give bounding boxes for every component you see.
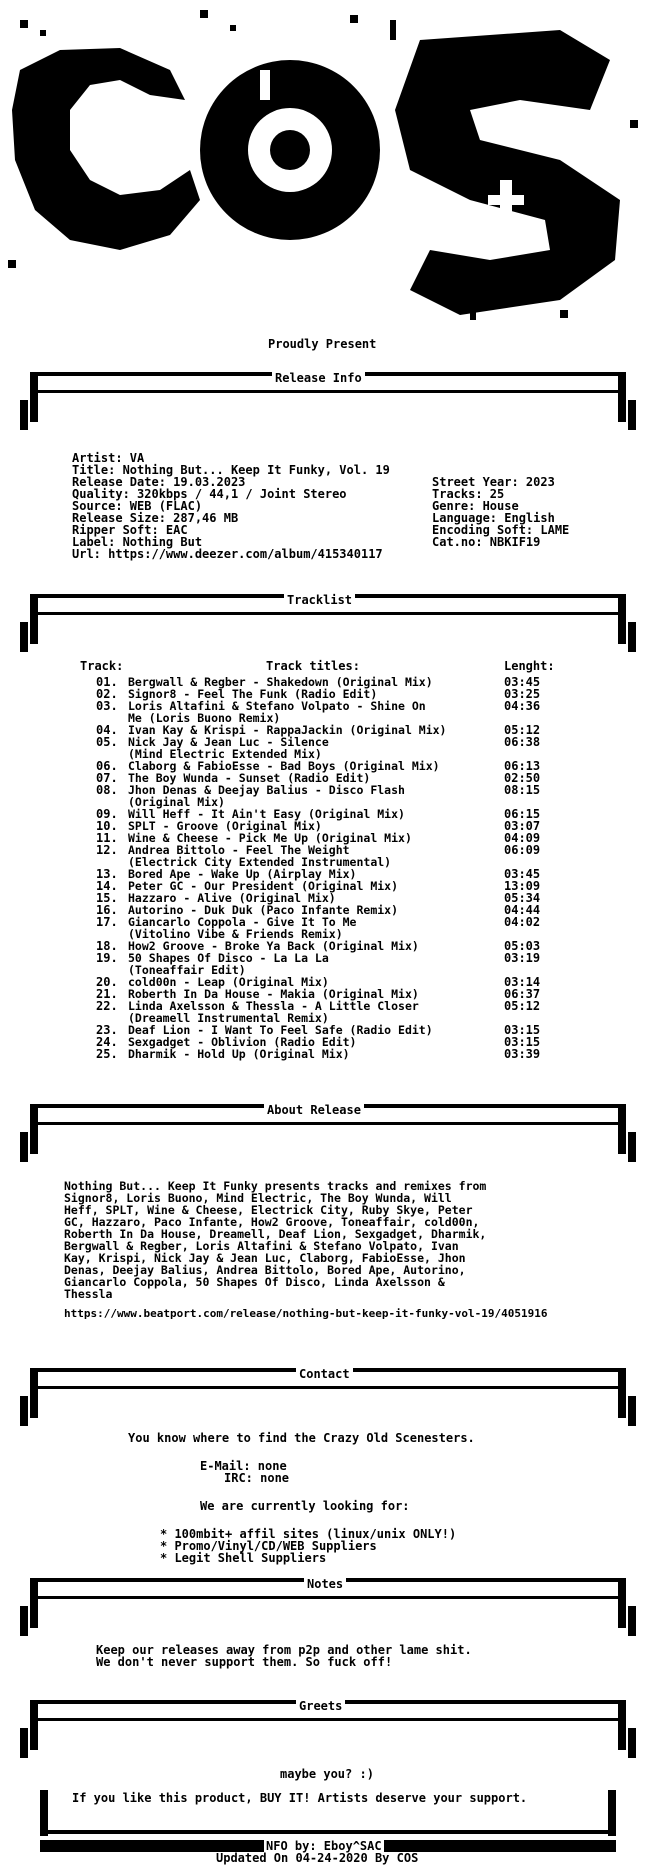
source: Source: WEB (FLAC) xyxy=(72,499,203,513)
street-year: Street Year: 2023 xyxy=(432,475,555,489)
about-line: Kay, Krispi, Nick Jay & Jean Luc, Claborg, FabioEsse, Jhon xyxy=(64,1251,466,1265)
label: Label: Nothing But xyxy=(72,535,203,549)
track-length: 06:38 xyxy=(504,735,541,749)
track-number: 05. xyxy=(96,735,118,749)
note-line: Keep our releases away from p2p and other lame shit. xyxy=(96,1643,472,1657)
track-title: Jhon Denas & Deejay Balius - Disco Flash xyxy=(128,783,405,797)
track-title: (Vitolino Vibe & Friends Remix) xyxy=(128,927,343,941)
about-line: Thessla xyxy=(64,1287,113,1301)
header-titles: Track titles: xyxy=(266,659,360,673)
track-title: Loris Altafini & Stefano Volpato - Shine On xyxy=(128,699,426,713)
track-number: 24. xyxy=(96,1035,118,1049)
track-title: (Original Mix) xyxy=(128,795,225,809)
looking-item: * Promo/Vinyl/CD/WEB Suppliers xyxy=(160,1539,377,1553)
track-title: Andrea Bittolo - Feel The Weight xyxy=(128,843,350,857)
track-title: Signor8 - Feel The Funk (Radio Edit) xyxy=(128,687,378,701)
about-line: Denas, Deejay Balius, Andrea Bittolo, Bored Ape, Autorino, xyxy=(64,1263,466,1277)
genre: Genre: House xyxy=(432,499,519,513)
track-length: 06:15 xyxy=(504,807,541,821)
track-number: 02. xyxy=(96,687,118,701)
track-title: Peter GC - Our President (Original Mix) xyxy=(128,879,399,893)
track-length: 05:34 xyxy=(504,891,541,905)
tracks-count: Tracks: 25 xyxy=(432,487,505,501)
track-number: 14. xyxy=(96,879,118,893)
track-title: (Electrick City Extended Instrumental) xyxy=(128,855,392,869)
release-size: Release Size: 287,46 MB xyxy=(72,511,239,525)
track-number: 19. xyxy=(96,951,118,965)
updated-text: Updated On 04-24-2020 By COS xyxy=(216,1851,419,1865)
track-title: (Mind Electric Extended Mix) xyxy=(128,747,322,761)
track-title: Deaf Lion - I Want To Feel Safe (Radio Edit) xyxy=(128,1023,433,1037)
intro-text: Proudly Present xyxy=(268,337,377,351)
track-title: Will Heff - It Ain't Easy (Original Mix) xyxy=(128,807,405,821)
track-title: Sexgadget - Oblivion (Radio Edit) xyxy=(128,1035,357,1049)
track-length: 03:07 xyxy=(504,819,541,833)
about-line: Heff, SPLT, Wine & Cheese, Electrick City, Ruby Skye, Peter xyxy=(64,1203,473,1217)
track-title: 50 Shapes Of Disco - La La La xyxy=(128,951,329,965)
about-line: Nothing But... Keep It Funky presents tracks and remixes from xyxy=(64,1179,487,1193)
track-title: Dharmik - Hold Up (Original Mix) xyxy=(128,1047,350,1061)
track-number: 08. xyxy=(96,783,118,797)
track-number: 13. xyxy=(96,867,118,881)
track-length: 13:09 xyxy=(504,879,541,893)
track-length: 04:02 xyxy=(504,915,541,929)
track-number: 18. xyxy=(96,939,118,953)
section-title-contact: Contact xyxy=(296,1368,353,1380)
track-length: 05:03 xyxy=(504,939,541,953)
track-length: 03:14 xyxy=(504,975,541,989)
track-number: 12. xyxy=(96,843,118,857)
track-length: 05:12 xyxy=(504,723,541,737)
track-title: Hazzaro - Alive (Original Mix) xyxy=(128,891,336,905)
track-title: Nick Jay & Jean Luc - Silence xyxy=(128,735,329,749)
track-length: 03:15 xyxy=(504,1035,541,1049)
track-length: 06:37 xyxy=(504,987,541,1001)
about-line: Roberth In Da House, Dreamell, Deaf Lion, Sexgadget, Dharmik, xyxy=(64,1227,487,1241)
about-url: https://www.beatport.com/release/nothing-but-keep-it-funky-vol-19/4051916 xyxy=(64,1307,548,1320)
track-title: cold00n - Leap (Original Mix) xyxy=(128,975,329,989)
track-number: 03. xyxy=(96,699,118,713)
header-length: Lenght: xyxy=(504,659,555,673)
track-number: 07. xyxy=(96,771,118,785)
about-line: Bergwall & Regber, Loris Altafini & Stefano Volpato, Ivan xyxy=(64,1239,459,1253)
track-number: 20. xyxy=(96,975,118,989)
contact-irc: IRC: none xyxy=(224,1471,290,1485)
about-line: Giancarlo Coppola, 50 Shapes Of Disco, Linda Axelsson & xyxy=(64,1275,445,1289)
track-number: 10. xyxy=(96,819,118,833)
track-title: Ivan Kay & Krispi - RappaJackin (Original Mix) xyxy=(128,723,447,737)
track-title: SPLT - Groove (Original Mix) xyxy=(128,819,322,833)
section-title-greets: Greets xyxy=(296,1700,345,1712)
track-title: Roberth In Da House - Makia (Original Mix) xyxy=(128,987,419,1001)
about-line: Signor8, Loris Buono, Mind Electric, The Boy Wunda, Will xyxy=(64,1191,452,1205)
track-title: Autorino - Duk Duk (Paco Infante Remix) xyxy=(128,903,399,917)
track-title: Wine & Cheese - Pick Me Up (Original Mix) xyxy=(128,831,412,845)
note-line: We don't never support them. So fuck off! xyxy=(96,1655,393,1669)
track-number: 06. xyxy=(96,759,118,773)
track-length: 08:15 xyxy=(504,783,541,797)
track-length: 03:15 xyxy=(504,1023,541,1037)
track-title: The Boy Wunda - Sunset (Radio Edit) xyxy=(128,771,371,785)
track-length: 04:36 xyxy=(504,699,541,713)
track-length: 02:50 xyxy=(504,771,541,785)
track-title: Claborg & FabioEsse - Bad Boys (Original Mix) xyxy=(128,759,440,773)
track-number: 21. xyxy=(96,987,118,1001)
track-number: 23. xyxy=(96,1023,118,1037)
track-title: Bergwall & Regber - Shakedown (Original Mix) xyxy=(128,675,433,689)
track-number: 15. xyxy=(96,891,118,905)
track-length: 06:13 xyxy=(504,759,541,773)
track-title: Linda Axelsson & Thessla - A Little Closer xyxy=(128,999,419,1013)
track-length: 04:44 xyxy=(504,903,541,917)
track-number: 17. xyxy=(96,915,118,929)
track-number: 09. xyxy=(96,807,118,821)
track-length: 03:45 xyxy=(504,867,541,881)
contact-email: E-Mail: none xyxy=(200,1459,287,1473)
track-title: Giancarlo Coppola - Give It To Me xyxy=(128,915,357,929)
cat-no: Cat.no: NBKIF19 xyxy=(432,535,541,549)
track-title: How2 Groove - Broke Ya Back (Original Mix) xyxy=(128,939,419,953)
track-length: 03:39 xyxy=(504,1047,541,1061)
contact-line: You know where to find the Crazy Old Scenesters. xyxy=(128,1431,475,1445)
ripper-soft: Ripper Soft: EAC xyxy=(72,523,188,537)
track-number: 22. xyxy=(96,999,118,1013)
section-title-notes: Notes xyxy=(304,1578,346,1590)
nfo-credit: NFO by: Eboy^SAC xyxy=(266,1839,382,1853)
track-number: 01. xyxy=(96,675,118,689)
support-text: If you like this product, BUY IT! Artists deserve your support. xyxy=(72,1791,528,1805)
track-title: Bored Ape - Wake Up (Airplay Mix) xyxy=(128,867,357,881)
track-title: Me (Loris Buono Remix) xyxy=(128,711,281,725)
track-length: 03:25 xyxy=(504,687,541,701)
track-number: 16. xyxy=(96,903,118,917)
encoding-soft: Encoding Soft: LAME xyxy=(432,523,570,537)
looking-item: * Legit Shell Suppliers xyxy=(160,1551,327,1565)
track-length: 03:19 xyxy=(504,951,541,965)
quality: Quality: 320kbps / 44,1 / Joint Stereo xyxy=(72,487,347,501)
looking-for: We are currently looking for: xyxy=(200,1499,410,1513)
header-track: Track: xyxy=(80,659,124,673)
language: Language: English xyxy=(432,511,555,525)
artist: Artist: VA xyxy=(72,451,145,465)
track-length: 04:09 xyxy=(504,831,541,845)
track-length: 05:12 xyxy=(504,999,541,1013)
url: Url: https://www.deezer.com/album/415340117 xyxy=(72,547,383,561)
section-title-tracklist: Tracklist xyxy=(284,594,355,606)
title: Title: Nothing But... Keep It Funky, Vol. 19 xyxy=(72,463,390,477)
track-title: (Toneaffair Edit) xyxy=(128,963,246,977)
track-number: 04. xyxy=(96,723,118,737)
track-length: 03:45 xyxy=(504,675,541,689)
greets-text: maybe you? :) xyxy=(280,1767,374,1781)
release-date: Release Date: 19.03.2023 xyxy=(72,475,246,489)
section-title-about: About Release xyxy=(264,1104,364,1116)
track-length: 06:09 xyxy=(504,843,541,857)
looking-item: * 100mbit+ affil sites (linux/unix ONLY!) xyxy=(160,1527,457,1541)
track-number: 11. xyxy=(96,831,118,845)
about-line: GC, Hazzaro, Paco Infante, How2 Groove, Toneaffair, cold00n, xyxy=(64,1215,480,1229)
cos-logo xyxy=(0,0,656,330)
track-number: 25. xyxy=(96,1047,118,1061)
track-title: (Dreamell Instrumental Remix) xyxy=(128,1011,329,1025)
section-title-release-info: Release Info xyxy=(272,372,365,384)
